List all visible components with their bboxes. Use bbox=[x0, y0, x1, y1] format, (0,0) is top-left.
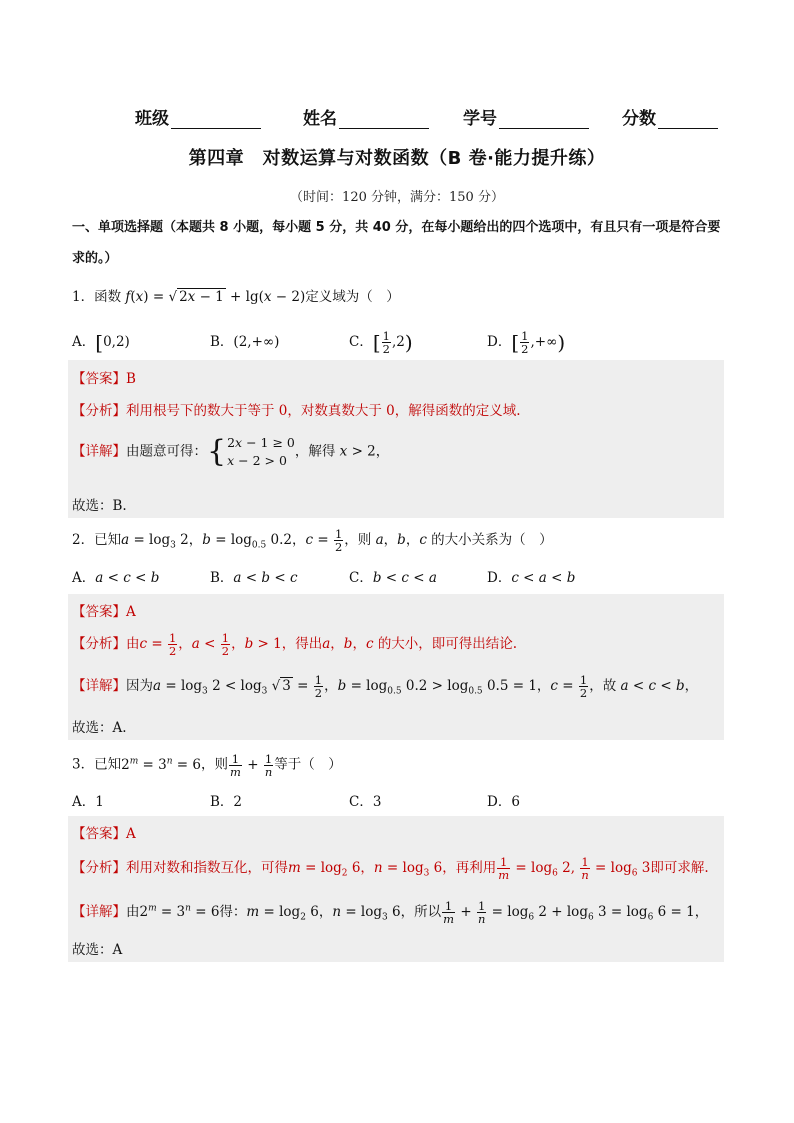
option-d[interactable]: D．[ $\frac{1}{2}$ ,+∞) bbox=[487, 329, 566, 356]
question-2-solution bbox=[68, 594, 724, 740]
math-expression: $a = \log_3 2$，$b = \log_{0.5} 0.2$，c = $\frac{1}{2}$ ，则 a，b，c bbox=[121, 527, 427, 554]
class-label: 班级 bbox=[135, 109, 169, 129]
analysis-text: ，得出 bbox=[281, 636, 323, 652]
question-1-options bbox=[72, 330, 724, 354]
name-blank[interactable] bbox=[339, 110, 429, 129]
student-id-blank[interactable] bbox=[499, 110, 589, 129]
answer-tag: 【答案】 bbox=[72, 604, 126, 620]
option-label: B． bbox=[210, 334, 234, 350]
detail-text: ，故 bbox=[589, 678, 617, 694]
detail-text: 由 bbox=[126, 904, 140, 920]
name-field bbox=[303, 104, 429, 129]
detail-text: ，解得 bbox=[294, 443, 340, 460]
answer-value: A bbox=[126, 826, 136, 842]
analysis-tag: 【分析】 bbox=[72, 860, 126, 876]
answer-row bbox=[72, 822, 136, 842]
option-c[interactable]: C．[ $\frac{1}{2}$ ,2) bbox=[349, 329, 413, 356]
conclusion-row: 故选：A. bbox=[72, 720, 127, 736]
question-number: 3． bbox=[72, 756, 95, 773]
option-c[interactable]: C．3 bbox=[349, 794, 382, 810]
detail-text: ，所以 bbox=[400, 904, 442, 920]
score-field bbox=[622, 104, 718, 129]
conclusion-row: 故选：A bbox=[72, 942, 123, 958]
student-id-label: 学号 bbox=[463, 109, 497, 129]
detail-text: ， bbox=[375, 443, 390, 460]
analysis-text: 即可求解. bbox=[650, 860, 709, 876]
student-id-field bbox=[463, 104, 589, 129]
detail-row: 【详解】由$2^m = 3^n = 6$得：$m = \log_2 6$，$n = \log_3 6$，所以 $\frac{1}{m}$ + $\frac{1}{n}$ = $\log_6 2 + \log_6 3 = \log_6 6 = 1$， bbox=[72, 899, 709, 926]
question-2-options bbox=[72, 566, 724, 590]
math-expression: f(x) = √ 2x − 1 + lg(x − 2) bbox=[125, 289, 306, 305]
detail-tag: 【详解】 bbox=[72, 904, 126, 920]
score-label: 分数 bbox=[622, 109, 656, 129]
question-2-stem bbox=[72, 528, 724, 557]
question-1-solution bbox=[68, 360, 724, 518]
detail-text: 由题意可得： bbox=[126, 443, 207, 460]
detail-text: ， bbox=[694, 904, 709, 920]
answer-row bbox=[72, 367, 136, 387]
stem-text: 函数 bbox=[94, 289, 126, 305]
section-heading: 一、单项选择题（本题共 8 小题，每小题 5 分，共 40 分，在每小题给出的四个选项中，有且只有一项是符合要求的。） bbox=[72, 220, 721, 266]
class-field bbox=[135, 104, 261, 129]
answer-value: A bbox=[126, 604, 136, 620]
analysis-text: 利用对数和指数互化，可得 bbox=[126, 860, 288, 876]
inequality-system: 2x − 1 ≥ 0 x − 2 > 0 bbox=[227, 435, 295, 468]
question-3-solution bbox=[68, 816, 724, 962]
name-label: 姓名 bbox=[303, 109, 337, 129]
detail-row: 【详解】由题意可得：{2x − 1 ≥ 0 x − 2 > 0，解得 x > 2， bbox=[72, 434, 390, 469]
class-blank[interactable] bbox=[171, 110, 261, 129]
option-b[interactable]: B．2 bbox=[210, 794, 243, 810]
option-label: A． bbox=[72, 334, 96, 350]
math-expression: $\frac{1}{m}$ + $\frac{1}{n}$ bbox=[230, 751, 273, 779]
analysis-text: 的大小，即可得出结论. bbox=[377, 636, 518, 652]
option-label: A． bbox=[72, 570, 96, 586]
stem-text: 的大小关系为（ ） bbox=[431, 532, 553, 548]
stem-text: 等于（ ） bbox=[274, 756, 342, 773]
option-b[interactable]: B．(2,+∞) bbox=[210, 334, 280, 350]
option-b[interactable]: B．a < b < c bbox=[210, 570, 298, 586]
detail-text: 因为 bbox=[126, 678, 153, 694]
detail-tag: 【详解】 bbox=[72, 443, 126, 460]
stem-text: 已知 bbox=[94, 756, 122, 773]
option-a[interactable]: A．1 bbox=[72, 794, 104, 810]
answer-value: B bbox=[126, 371, 136, 387]
analysis-row: 【分析】利用对数和指数互化，可得$m = \log_2 6$，$n = \log_3 6$，再利用 $\frac{1}{m}$ = $\log_6 2$, $\frac{1}{n}$ = $\log_6 3$即可求解. bbox=[72, 855, 709, 882]
score-blank[interactable] bbox=[658, 110, 718, 129]
option-label: B． bbox=[210, 570, 234, 586]
question-3-stem bbox=[72, 750, 724, 778]
option-label: C． bbox=[349, 570, 373, 586]
option-a[interactable]: A．a < c < b bbox=[72, 570, 160, 586]
answer-tag: 【答案】 bbox=[72, 826, 126, 842]
option-a[interactable]: A．[0,2) bbox=[72, 330, 130, 355]
answer-row bbox=[72, 600, 136, 620]
analysis-row: 【分析】由c = $\frac{1}{2}$ ，a < $\frac{1}{2}$ ，b > 1，得出a，b，c 的大小，即可得出结论. bbox=[72, 631, 518, 658]
math-expression: $2^m = 3^n = 6$ bbox=[121, 756, 201, 773]
option-label: C． bbox=[349, 334, 373, 350]
analysis-tag: 【分析】 bbox=[72, 403, 126, 419]
question-number: 2． bbox=[72, 532, 95, 548]
stem-text: ，则 bbox=[201, 756, 228, 773]
analysis-text: ，再利用 bbox=[442, 860, 497, 876]
answer-tag: 【答案】 bbox=[72, 371, 126, 387]
option-c[interactable]: C．b < c < a bbox=[349, 570, 437, 586]
question-1-stem bbox=[72, 286, 724, 308]
student-info-line bbox=[135, 104, 725, 130]
analysis-text: 利用根号下的数大于等于 0，对数真数大于 0，解得函数的定义域. bbox=[126, 403, 521, 419]
question-number: 1． bbox=[72, 289, 95, 305]
option-label: D． bbox=[487, 334, 512, 350]
paper-subtitle: （时间：120 分钟，满分：150 分） bbox=[290, 190, 504, 205]
conclusion-row: 故选：B. bbox=[72, 498, 127, 514]
stem-text: 已知 bbox=[94, 532, 122, 548]
option-d[interactable]: D．c < a < b bbox=[487, 570, 576, 586]
analysis-text: 由 bbox=[126, 636, 140, 652]
option-label: D． bbox=[487, 570, 512, 586]
detail-text: 得： bbox=[219, 904, 247, 920]
stem-text: 定义域为（ ） bbox=[305, 289, 400, 305]
detail-tag: 【详解】 bbox=[72, 678, 126, 694]
paper-title: 第四章 对数运算与对数函数（B 卷·能力提升练） bbox=[188, 148, 606, 169]
analysis-row bbox=[72, 399, 521, 419]
option-d[interactable]: D．6 bbox=[487, 794, 520, 810]
analysis-tag: 【分析】 bbox=[72, 636, 126, 652]
question-3-options bbox=[72, 790, 724, 814]
detail-row: 【详解】因为$a = \log_3 2 < \log_3$ √ 3 = $\frac{1}{2}$ ，$b = \log_{0.5} 0.2 > \log_{0.5} 0.5 = 1$，c = $\frac{1}{2}$ ，故 a < c < b， bbox=[72, 673, 699, 700]
